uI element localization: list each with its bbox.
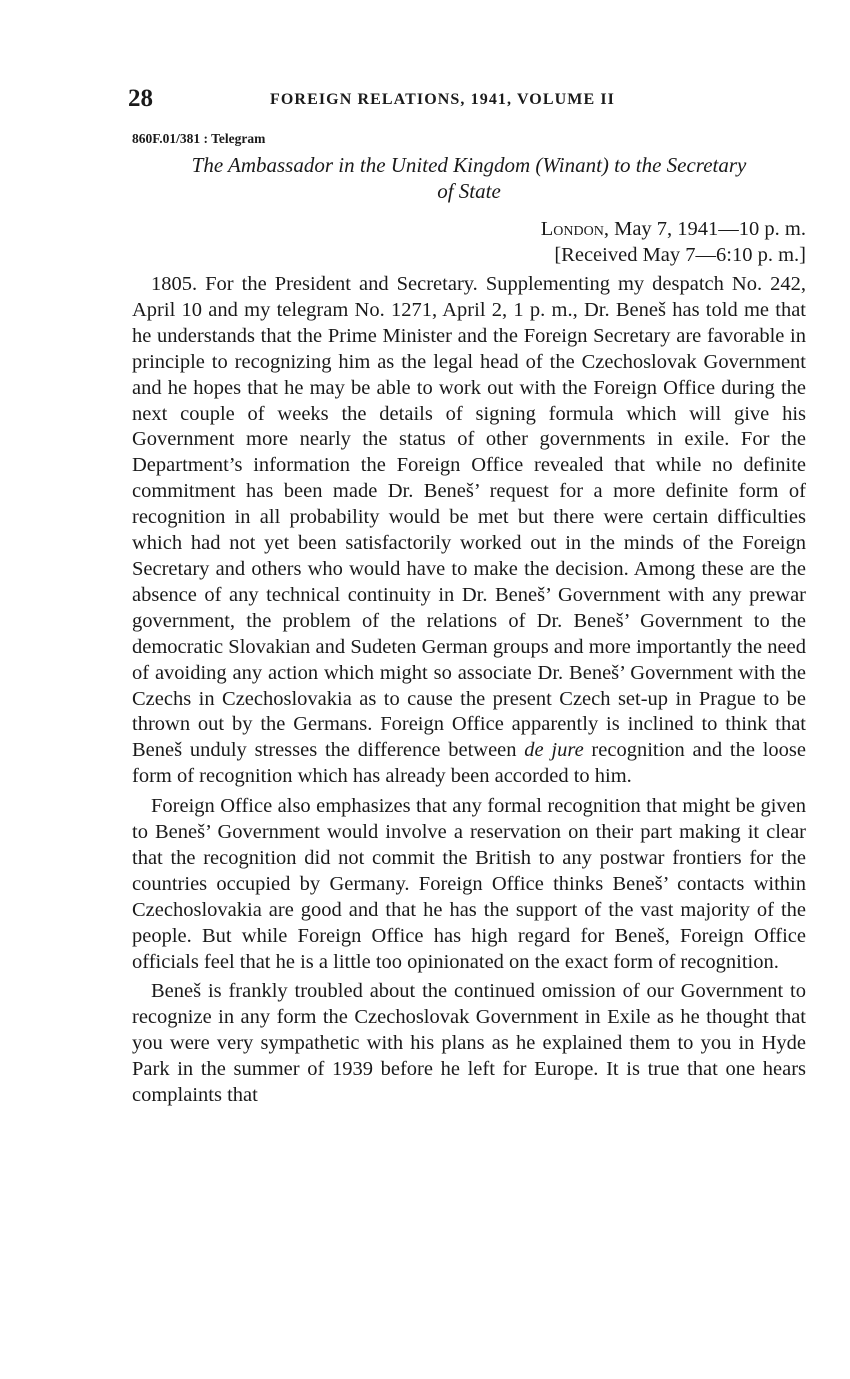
sent-line bbox=[132, 216, 806, 242]
sent-date: , May 7, 1941—10 p. m. bbox=[603, 218, 806, 240]
file-reference: 860F.01/381 : Telegram bbox=[132, 131, 266, 146]
received-line: [Received May 7—6:10 p. m.] bbox=[554, 244, 806, 266]
paragraph-3: Beneš is frankly troubled about the continued omission of our Government to recognize in any form the Czechoslovak Government in Exile as he thought that you were very sympathetic with his plans as he explained them to you in Hyde Park in the summer of 1939 before he left for Europe. It is true that one hears complaints that bbox=[132, 980, 806, 1107]
emphasis-de-jure: de jure bbox=[524, 739, 584, 762]
page-number: 28 bbox=[128, 85, 153, 112]
paragraph-1 bbox=[132, 272, 806, 790]
paragraph-1-end: recognition and the loose form of recognition which has already been accorded to him. bbox=[132, 739, 806, 788]
document-title-line-2: of State bbox=[437, 179, 501, 203]
telegram-body bbox=[132, 272, 806, 1109]
running-header bbox=[128, 84, 806, 114]
place-name: London bbox=[540, 218, 604, 240]
paragraph-2: Foreign Office also emphasizes that any formal recognition that might be given to Beneš’ Government would involve a reservation on their part making it clear that the recognition did not commit the British to any postwar frontiers for the countries occupied by Germany. Foreign Office thinks Beneš’ contacts within Czechoslovakia are good and that he has the support of the vast majority of the people. But while Foreign Office has high regard for Beneš, Foreign Office officials feel that he is a little too opinionated on the exact form of recognition. bbox=[132, 795, 806, 973]
paragraph-1-text: 1805. For the President and Secretary. Supplementing my despatch No. 242, April 10 and my telegram No. 1271, April 2, 1 p. m., Dr. Beneš has told me that he understands that the Prime Minister and the Foreign Secretary are favorable in principle to recognizing him as the legal head of the Czechoslovak Government and he hopes that he may be able to work out with the Foreign Office during the next couple of weeks the details of signing formula which will give his Government more nearly the status of other governments in exile. For the Department’s information the Foreign Office revealed that while no definite commitment has been made Dr. Beneš’ request for a more definite form of recognition in all probability would be met but there were certain difficulties which had not yet been satisfactorily worked out in the minds of the Foreign Secretary and others who would have to make the decision. Among these are the absence of any technical continuity in Dr. Beneš’ Government with any prewar government, the problem of the relations of Dr. Beneš’ Government to the democratic Slovakian and Sudeten German groups and more importantly the need of avoiding any action which might so associate Dr. Beneš’ Government with the Czechs in Czechoslovakia as to cause the present Czech set-up in Prague to be thrown out by the Germans. Foreign Office apparently is inclined to think that Beneš unduly stresses the difference between bbox=[132, 273, 806, 762]
document-page bbox=[128, 84, 806, 1109]
document-title-line-1: The Ambassador in the United Kingdom (Winant) to the Secretary bbox=[191, 153, 747, 177]
document-title bbox=[132, 152, 806, 204]
dateline bbox=[132, 216, 806, 268]
running-title: FOREIGN RELATIONS, 1941, VOLUME II bbox=[270, 91, 615, 108]
